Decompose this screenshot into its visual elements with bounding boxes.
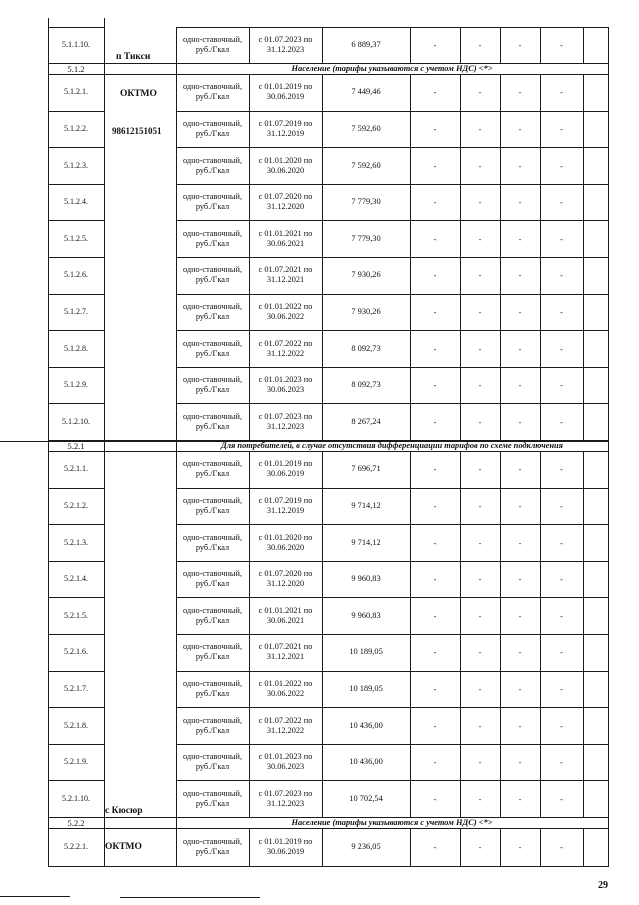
section-header: Для потребителей, в случае отсутствия дифференциации тарифов по схеме подключения — [220, 441, 563, 450]
row-number: 5.2.1.7. — [64, 683, 88, 693]
section-row-label: 5.2.2 — [67, 818, 85, 828]
row-number: 5.1.1.10. — [62, 40, 90, 49]
empty-cell-dash: - — [560, 307, 563, 317]
empty-cell-dash: - — [433, 465, 437, 475]
row-number: 5.2.1.2. — [64, 500, 88, 510]
empty-cell-dash: - — [518, 88, 522, 98]
empty-cell-dash: - — [560, 41, 563, 50]
tariff-type: одно-ставочный, руб./Гкал — [182, 265, 243, 285]
num-row-border — [48, 220, 104, 221]
tariff-type: одно-ставочный, руб./Гкал — [182, 301, 243, 321]
empty-cell-dash: - — [560, 234, 563, 244]
empty-cell-dash: - — [478, 41, 482, 50]
num-row-border — [48, 671, 104, 672]
num-row-border — [48, 744, 104, 745]
empty-cell-dash: - — [560, 465, 563, 475]
empty-cell-dash: - — [518, 465, 522, 475]
col-border — [249, 828, 250, 866]
tariff-period: с 01.01.2021 по 30.06.2021 — [258, 228, 313, 248]
section-border — [48, 74, 609, 75]
tariff-period: с 01.07.2019 по 31.12.2019 — [258, 495, 313, 515]
row-border — [176, 111, 609, 112]
empty-cell-dash: - — [518, 124, 522, 134]
tariff-value: 8 092,73 — [351, 380, 381, 390]
empty-cell-dash: - — [478, 381, 482, 391]
tariff-period: с 01.01.2022 по 30.06.2022 — [258, 301, 313, 321]
empty-cell-dash: - — [433, 88, 437, 98]
empty-cell-dash: - — [560, 843, 563, 852]
empty-cell-dash: - — [478, 234, 482, 244]
tariff-value: 10 436,00 — [349, 757, 383, 767]
empty-cell-dash: - — [478, 721, 482, 731]
num-row-border — [48, 707, 104, 708]
row-border — [176, 220, 609, 221]
empty-cell-dash: - — [560, 344, 563, 354]
row-border — [176, 27, 609, 28]
tariff-type: одно-ставочный, руб./Гкал — [182, 118, 243, 138]
section-row-label: 5.2.1 — [67, 441, 85, 451]
row-number: 5.2.1.8. — [64, 720, 88, 730]
tariff-type: одно-ставочный, руб./Гкал — [182, 192, 243, 212]
tariff-value: 8 092,73 — [351, 343, 381, 353]
empty-cell-dash: - — [560, 758, 563, 768]
row-border — [176, 524, 609, 525]
row-number: 5.1.2.2. — [64, 123, 88, 133]
num-col-border — [104, 18, 105, 866]
tariff-type: одно-ставочный, руб./Гкал — [182, 35, 243, 54]
num-row-border — [48, 367, 104, 368]
tariff-period: с 01.01.2020 по 30.06.2020 — [258, 532, 313, 552]
num-row-border — [48, 294, 104, 295]
tariff-period: с 01.07.2022 по 31.12.2022 — [258, 338, 313, 358]
empty-cell-dash: - — [560, 381, 563, 391]
row-number: 5.1.2.4. — [64, 197, 88, 207]
row-border — [176, 561, 609, 562]
row-number: 5.1.2.6. — [64, 270, 88, 280]
empty-cell-dash: - — [518, 41, 522, 50]
row-number: 5.2.1.9. — [64, 757, 88, 767]
section-border — [48, 451, 609, 452]
tariff-type: одно-ставочный, руб./Гкал — [182, 788, 243, 808]
tariff-period: с 01.01.2021 по 30.06.2021 — [258, 605, 313, 625]
tariff-period: с 01.07.2021 по 31.12.2021 — [258, 642, 313, 662]
empty-cell-dash: - — [560, 271, 563, 281]
row-border — [176, 780, 609, 781]
empty-cell-dash: - — [560, 538, 563, 548]
row-number: 5.2.1.4. — [64, 574, 88, 584]
row-border — [176, 488, 609, 489]
empty-cell-dash: - — [478, 271, 482, 281]
tariff-value: 10 189,05 — [349, 647, 383, 657]
tariff-period: с 01.01.2023 по 30.06.2023 — [258, 375, 313, 395]
oktmo-label: ОКТМО — [120, 89, 157, 99]
tariff-value: 10 702,54 — [349, 793, 383, 803]
city-label: п Тикси — [116, 52, 151, 62]
empty-cell-dash: - — [433, 234, 437, 244]
row-border — [176, 403, 609, 404]
empty-cell-dash: - — [560, 198, 563, 208]
tariff-period: с 01.07.2021 по 31.12.2021 — [258, 265, 313, 285]
empty-cell-dash: - — [433, 271, 437, 281]
scan-edge — [0, 896, 70, 897]
num-row-border — [48, 597, 104, 598]
tariff-period: с 01.01.2023 по 30.06.2023 — [258, 752, 313, 772]
tariff-period: с 01.01.2022 по 30.06.2022 — [258, 678, 313, 698]
tariff-type: одно-ставочный, руб./Гкал — [182, 459, 243, 479]
row-border — [176, 184, 609, 185]
empty-cell-dash: - — [478, 684, 482, 694]
tariff-type: одно-ставочный, руб./Гкал — [182, 678, 243, 698]
empty-cell-dash: - — [560, 721, 563, 731]
empty-cell-dash: - — [560, 124, 563, 134]
tariff-value: 7 696,71 — [351, 464, 381, 474]
empty-cell-dash: - — [518, 381, 522, 391]
section-header: Население (тарифы указываются с учетом НДС) <*> — [291, 818, 493, 827]
empty-cell-dash: - — [518, 271, 522, 281]
tariff-type: одно-ставочный, руб./Гкал — [182, 532, 243, 552]
tariff-value: 8 267,24 — [351, 416, 381, 426]
empty-cell-dash: - — [560, 88, 563, 98]
row-number: 5.1.2.1. — [64, 87, 88, 97]
empty-cell-dash: - — [560, 417, 563, 427]
empty-cell-dash: - — [478, 465, 482, 475]
row-number: 5.2.1.3. — [64, 537, 88, 547]
oktmo-label: ОКТМО — [105, 842, 142, 852]
tariff-value: 9 236,05 — [351, 842, 381, 851]
section-header: Население (тарифы указываются с учетом НДС) <*> — [291, 64, 493, 73]
row-number: 5.1.2.3. — [64, 160, 88, 170]
row-number: 5.2.2.1. — [64, 842, 88, 851]
row-number: 5.1.2.9. — [64, 380, 88, 390]
empty-cell-dash: - — [518, 843, 522, 852]
empty-cell-dash: - — [433, 501, 437, 511]
tariff-type: одно-ставочный, руб./Гкал — [182, 605, 243, 625]
empty-cell-dash: - — [518, 344, 522, 354]
empty-cell-dash: - — [560, 611, 563, 621]
row-number: 5.1.2.10. — [62, 416, 90, 426]
right-border — [608, 27, 609, 866]
empty-cell-dash: - — [560, 684, 563, 694]
tariff-value: 6 889,37 — [351, 40, 381, 49]
row-number: 5.1.2.5. — [64, 233, 88, 243]
tariff-period: с 01.07.2023 по 31.12.2023 — [258, 788, 313, 808]
empty-cell-dash: - — [560, 161, 563, 171]
empty-cell-dash: - — [478, 161, 482, 171]
empty-cell-dash: - — [560, 648, 563, 658]
tariff-value: 7 449,46 — [351, 87, 381, 97]
empty-cell-dash: - — [518, 538, 522, 548]
empty-cell-dash: - — [478, 538, 482, 548]
tariff-value: 10 189,05 — [349, 683, 383, 693]
scan-edge — [120, 897, 260, 898]
empty-cell-dash: - — [433, 381, 437, 391]
empty-cell-dash: - — [478, 307, 482, 317]
row-border — [176, 671, 609, 672]
num-row-border — [48, 27, 104, 28]
tariff-type: одно-ставочный, руб./Гкал — [182, 642, 243, 662]
row-border — [176, 597, 609, 598]
empty-cell-dash: - — [518, 501, 522, 511]
tariff-type: одно-ставочный, руб./Гкал — [182, 837, 243, 856]
tariff-type: одно-ставочный, руб./Гкал — [182, 228, 243, 248]
empty-cell-dash: - — [478, 198, 482, 208]
num-row-border — [48, 111, 104, 112]
empty-cell-dash: - — [518, 648, 522, 658]
tariff-type: одно-ставочный, руб./Гкал — [182, 569, 243, 589]
row-border — [176, 367, 609, 368]
empty-cell-dash: - — [433, 161, 437, 171]
row-number: 5.1.2.7. — [64, 306, 88, 316]
empty-cell-dash: - — [433, 843, 437, 852]
empty-cell-dash: - — [478, 648, 482, 658]
empty-cell-dash: - — [518, 161, 522, 171]
empty-cell-dash: - — [433, 307, 437, 317]
tariff-period: с 01.07.2023 по 31.12.2023 — [258, 411, 313, 431]
num-row-border — [48, 634, 104, 635]
empty-cell-dash: - — [433, 344, 437, 354]
tariff-type: одно-ставочный, руб./Гкал — [182, 82, 243, 102]
empty-cell-dash: - — [433, 124, 437, 134]
empty-cell-dash: - — [518, 575, 522, 585]
num-row-border — [48, 561, 104, 562]
empty-cell-dash: - — [518, 234, 522, 244]
empty-cell-dash: - — [560, 794, 563, 804]
tariff-value: 10 436,00 — [349, 720, 383, 730]
empty-cell-dash: - — [478, 758, 482, 768]
oktmo-code: 98612151051 — [112, 126, 162, 136]
empty-cell-dash: - — [433, 758, 437, 768]
empty-cell-dash: - — [478, 611, 482, 621]
empty-cell-dash: - — [518, 758, 522, 768]
tariff-value: 7 930,26 — [351, 306, 381, 316]
tariff-type: одно-ставочный, руб./Гкал — [182, 375, 243, 395]
row-number: 5.1.2.8. — [64, 343, 88, 353]
tariff-value: 7 779,30 — [351, 233, 381, 243]
page-number: 29 — [598, 880, 608, 891]
col-border — [249, 27, 250, 63]
num-row-border — [48, 147, 104, 148]
empty-cell-dash: - — [560, 501, 563, 511]
empty-cell-dash: - — [518, 198, 522, 208]
tariff-period: с 01.07.2020 по 31.12.2020 — [258, 569, 313, 589]
row-border — [176, 147, 609, 148]
empty-cell-dash: - — [433, 684, 437, 694]
empty-cell-dash: - — [518, 611, 522, 621]
empty-cell-dash: - — [433, 538, 437, 548]
col-border — [583, 27, 584, 63]
empty-cell-dash: - — [478, 575, 482, 585]
row-border — [176, 634, 609, 635]
tariff-period: с 01.07.2019 по 31.12.2019 — [258, 118, 313, 138]
tariff-period: с 01.07.2020 по 31.12.2020 — [258, 192, 313, 212]
row-border — [176, 744, 609, 745]
empty-cell-dash: - — [518, 684, 522, 694]
empty-cell-dash: - — [433, 575, 437, 585]
empty-cell-dash: - — [478, 501, 482, 511]
num-row-border — [48, 524, 104, 525]
tariff-period: с 01.01.2019 по 30.06.2019 — [258, 82, 313, 102]
section-row-label: 5.1.2 — [67, 64, 85, 74]
empty-cell-dash: - — [478, 794, 482, 804]
empty-cell-dash: - — [433, 611, 437, 621]
section-border — [48, 828, 609, 829]
empty-cell-dash: - — [433, 794, 437, 804]
empty-cell-dash: - — [433, 41, 437, 50]
num-row-border — [48, 403, 104, 404]
empty-cell-dash: - — [478, 417, 482, 427]
tariff-type: одно-ставочный, руб./Гкал — [182, 495, 243, 515]
empty-cell-dash: - — [518, 794, 522, 804]
row-border — [176, 294, 609, 295]
tariff-period: с 01.01.2019 по 30.06.2019 — [258, 459, 313, 479]
tariff-value: 9 960,83 — [351, 610, 381, 620]
tariff-value: 9 714,12 — [351, 537, 381, 547]
bottom-border — [48, 866, 609, 867]
num-row-border — [48, 330, 104, 331]
num-row-border — [48, 257, 104, 258]
tariff-period: с 01.07.2022 по 31.12.2022 — [258, 715, 313, 735]
tariff-type: одно-ставочный, руб./Гкал — [182, 715, 243, 735]
empty-cell-dash: - — [478, 843, 482, 852]
row-border — [176, 330, 609, 331]
empty-cell-dash: - — [433, 417, 437, 427]
row-number: 5.2.1.10. — [62, 793, 90, 803]
num-row-border — [48, 488, 104, 489]
empty-cell-dash: - — [518, 307, 522, 317]
tariff-type: одно-ставочный, руб./Гкал — [182, 411, 243, 431]
empty-cell-dash: - — [478, 124, 482, 134]
col-border — [583, 828, 584, 866]
tariff-value: 7 779,30 — [351, 197, 381, 207]
empty-cell-dash: - — [433, 648, 437, 658]
row-border — [176, 707, 609, 708]
row-number: 5.2.1.6. — [64, 647, 88, 657]
empty-cell-dash: - — [433, 198, 437, 208]
tariff-type: одно-ставочный, руб./Гкал — [182, 752, 243, 772]
empty-cell-dash: - — [478, 88, 482, 98]
row-number: 5.2.1.5. — [64, 610, 88, 620]
empty-cell-dash: - — [478, 344, 482, 354]
empty-cell-dash: - — [518, 417, 522, 427]
tariff-period: с 01.07.2023 по 31.12.2023 — [258, 35, 313, 54]
num-row-border — [48, 780, 104, 781]
num-row-border — [48, 184, 104, 185]
row-number: 5.2.1.1. — [64, 464, 88, 474]
tariff-value: 7 592,60 — [351, 160, 381, 170]
tariff-value: 9 960,83 — [351, 574, 381, 584]
row-border — [176, 257, 609, 258]
tariff-period: с 01.01.2019 по 30.06.2019 — [258, 837, 313, 856]
tariff-period: с 01.01.2020 по 30.06.2020 — [258, 155, 313, 175]
tariff-value: 9 714,12 — [351, 500, 381, 510]
city-label: с Кюсюр — [105, 806, 143, 817]
tariff-value: 7 930,26 — [351, 270, 381, 280]
empty-cell-dash: - — [518, 721, 522, 731]
tariff-type: одно-ставочный, руб./Гкал — [182, 155, 243, 175]
empty-cell-dash: - — [433, 721, 437, 731]
tariff-type: одно-ставочный, руб./Гкал — [182, 338, 243, 358]
empty-cell-dash: - — [560, 575, 563, 585]
tariff-value: 7 592,60 — [351, 123, 381, 133]
